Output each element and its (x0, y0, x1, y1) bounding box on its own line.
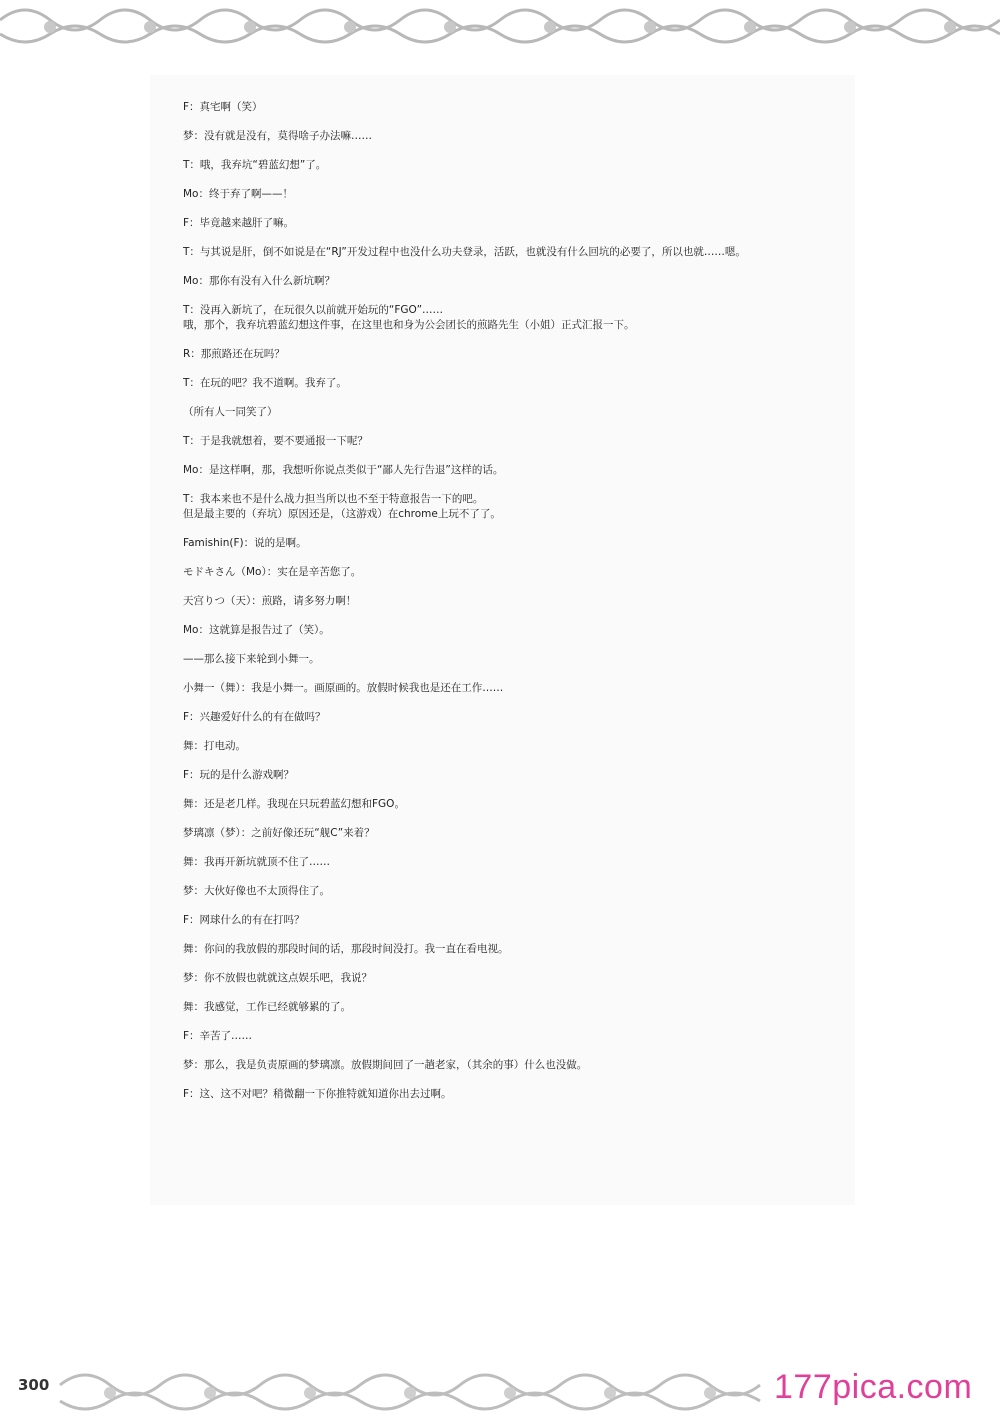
dialogue-line: 梦：你不放假也就就这点娱乐吧，我说？ (183, 972, 372, 984)
dialogue-line: T：哦，我弃坑“碧蓝幻想”了。 (183, 159, 327, 171)
dialogue-line: F：玩的是什么游戏啊？ (183, 769, 295, 781)
dialogue-line (183, 303, 823, 347)
dialogue-line: 舞：我感觉，工作已经就够累的了。 (183, 1001, 351, 1013)
dialogue-line: R：那煎路还在玩吗？ (183, 348, 285, 360)
page-number: 300 (18, 1376, 50, 1394)
dialogue-line: ——那么接下来轮到小舞一。 (183, 653, 320, 665)
dialogue-line: 舞：我再开新坑就顶不住了…… (183, 856, 330, 868)
dialogue-subline: 但是最主要的（弃坑）原因还是，（这游戏）在chrome上玩不了了。 (183, 508, 501, 520)
dialogue-line: F：兴趣爱好什么的有在做吗？ (183, 711, 326, 723)
dialogue-line: F：真宅啊（笑） (183, 101, 263, 113)
dialogue-line: 舞：你问的我放假的那段时间的话，那段时间没打。我一直在看电视。 (183, 943, 509, 955)
dialogue-block (183, 100, 823, 1116)
dialogue-line: Mo：这就算是报告过了（笑）。 (183, 624, 330, 636)
dialogue-line: T：与其说是肝，倒不如说是在“RJ”开发过程中也没什么功夫登录，活跃，也就没有什么回坑的必要了，所以也就……嗯。 (183, 246, 746, 258)
dialogue-line: Famishin(F)：说的是啊。 (183, 537, 307, 549)
dialogue-line: Mo：是这样啊，那，我想听你说点类似于“鄙人先行告退”这样的话。 (183, 464, 504, 476)
dialogue-line: 梦璃凛（梦）：之前好像还玩“舰C”来着？ (183, 827, 375, 839)
dialogue-line: 舞：打电动。 (183, 740, 246, 752)
dialogue-line: 梦：没有就是没有，莫得啥子办法嘛…… (183, 130, 372, 142)
dialogue-line: 天宫りつ（天）：煎路，请多努力啊！ (183, 595, 357, 607)
dialogue-line: F：毕竟越来越肝了嘛。 (183, 217, 295, 229)
dialogue-line: Mo：那你有没有入什么新坑啊？ (183, 275, 335, 287)
dialogue-line: モドキさん（Mo）：实在是辛苦您了。 (183, 566, 362, 578)
dialogue-line: T：在玩的吧？我不道啊。我弃了。 (183, 377, 347, 389)
dialogue-subline: 哦，那个，我弃坑碧蓝幻想这件事，在这里也和身为公会团长的煎路先生（小姐）正式汇报一下。 (183, 319, 635, 331)
dialogue-subline: T：没再入新坑了，在玩很久以前就开始玩的“FGO”…… (183, 304, 444, 316)
dialogue-line: 小舞一（舞）：我是小舞一。画原画的。放假时候我也是还在工作…… (183, 682, 504, 694)
dialogue-line: Mo：终于弃了啊——！ (183, 188, 293, 200)
dialogue-line: 梦：那么，我是负责原画的梦璃凛。放假期间回了一趟老家，（其余的事）什么也没做。 (183, 1059, 588, 1071)
dialogue-subline: T：我本来也不是什么战力担当所以也不至于特意报告一下的吧。 (183, 493, 484, 505)
dialogue-line: F：网球什么的有在打吗？ (183, 914, 305, 926)
dialogue-line: 舞：还是老几样。我现在只玩碧蓝幻想和FGO。 (183, 798, 405, 810)
dialogue-line: 梦：大伙好像也不太顶得住了。 (183, 885, 330, 897)
ornamental-border-top (0, 0, 1000, 52)
dialogue-line: F：这、这不对吧？稍微翻一下你推特就知道你出去过啊。 (183, 1088, 452, 1100)
dialogue-line: F：辛苦了…… (183, 1030, 253, 1042)
dialogue-line (183, 492, 823, 536)
watermark-text: 177pica.com (774, 1368, 973, 1406)
dialogue-line: （所有人一同笑了） (183, 406, 278, 418)
dialogue-line: T：于是我就想着，要不要通报一下呢？ (183, 435, 368, 447)
